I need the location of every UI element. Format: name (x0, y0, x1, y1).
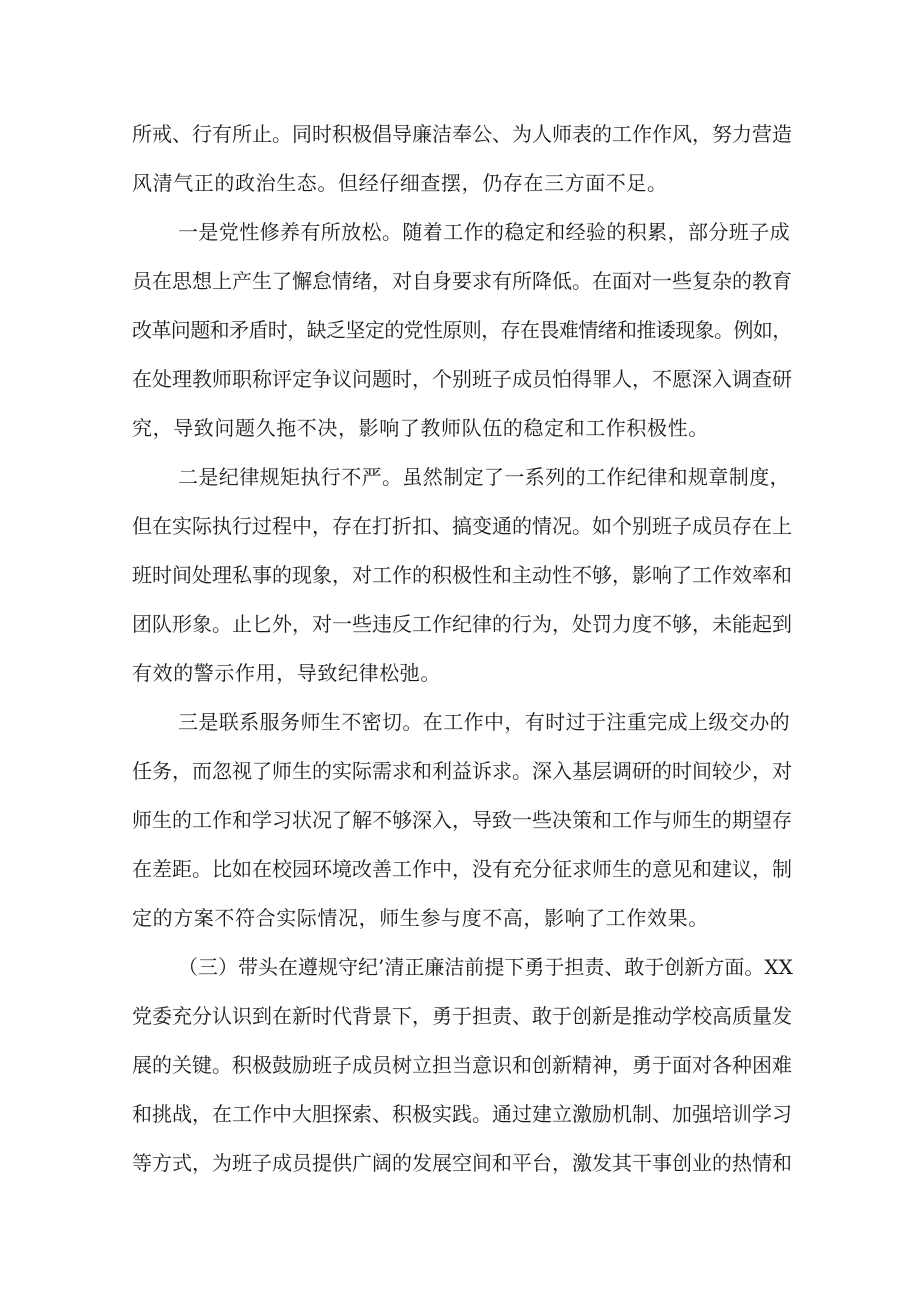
paragraph-line: 团队形象。止匕外，对一些违反工作纪律的行为，处罚力度不够，未能起到 (132, 612, 792, 636)
paragraph-line: 员在思想上产生了懈怠情绪，对自身要求有所降低。在面对一些复杂的教育 (132, 269, 792, 293)
paragraph-line: 党委充分认识到在新时代背景下，勇于担责、敢于创新是推动学校高质量发 (132, 1004, 792, 1028)
paragraph-line: 一是党性修养有所放松。随着工作的稳定和经验的积累，部分班子成 (178, 220, 790, 244)
paragraph-line: 究，导致问题久拖不决，影响了教师队伍的稳定和工作积极性。 (132, 416, 709, 440)
paragraph-line: 班时间处理私事的现象，对工作的积极性和主动性不够，影响了工作效率和 (132, 563, 792, 587)
paragraph-line: 有效的警示作用，导致纪律松弛。 (132, 661, 441, 685)
paragraph-line: 和挑战，在工作中大胆探索、积极实践。通过建立激励机制、加强培训学习 (132, 1102, 792, 1126)
paragraph-line: 在处理教师职称评定争议问题时，个别班子成员怕得罪人，不愿深入调查研 (132, 367, 792, 391)
section-heading-line: （三）带头在遵规守纪’清正廉洁前提下勇于担责、敢于创新方面。XX (178, 955, 793, 979)
paragraph-line: 任务，而忽视了师生的实际需求和利益诉求。深入基层调研的时间较少，对 (132, 759, 792, 783)
paragraph-line: 展的关键。积极鼓励班子成员树立担当意识和创新精神，勇于面对各种困难 (132, 1053, 792, 1077)
paragraph-line: 改革问题和矛盾时，缺乏坚定的党性原则，存在畏难情绪和推诿现象。例如， (132, 318, 792, 342)
paragraph-line: 定的方案不符合实际情况，师生参与度不高，影响了工作效果。 (132, 906, 709, 930)
paragraph-line: 等方式，为班子成员提供广阔的发展空间和平台，激发其干事创业的热情和 (132, 1151, 792, 1175)
paragraph-line: 风清气正的政治生态。但经仔细查摆，仍存在三方面不足。 (132, 171, 668, 195)
paragraph-line: 但在实际执行过程中，存在打折扣、搞变通的情况。如个别班子成员存在上 (132, 514, 792, 538)
paragraph-line: 三是联系服务师生不密切。在工作中，有时过于注重完成上级交办的 (178, 710, 790, 734)
paragraph-line: 师生的工作和学习状况了解不够深入，导致一些决策和工作与师生的期望存 (132, 808, 792, 832)
paragraph-line: 二是纪律规矩执行不严。虽然制定了一系列的工作纪律和规章制度， (178, 465, 790, 489)
paragraph-line: 所戒、行有所止。同时积极倡导廉洁奉公、为人师表的工作作风，努力营造 (132, 122, 792, 146)
paragraph-line: 在差距。比如在校园环境改善工作中，没有充分征求师生的意见和建议，制 (132, 857, 792, 881)
